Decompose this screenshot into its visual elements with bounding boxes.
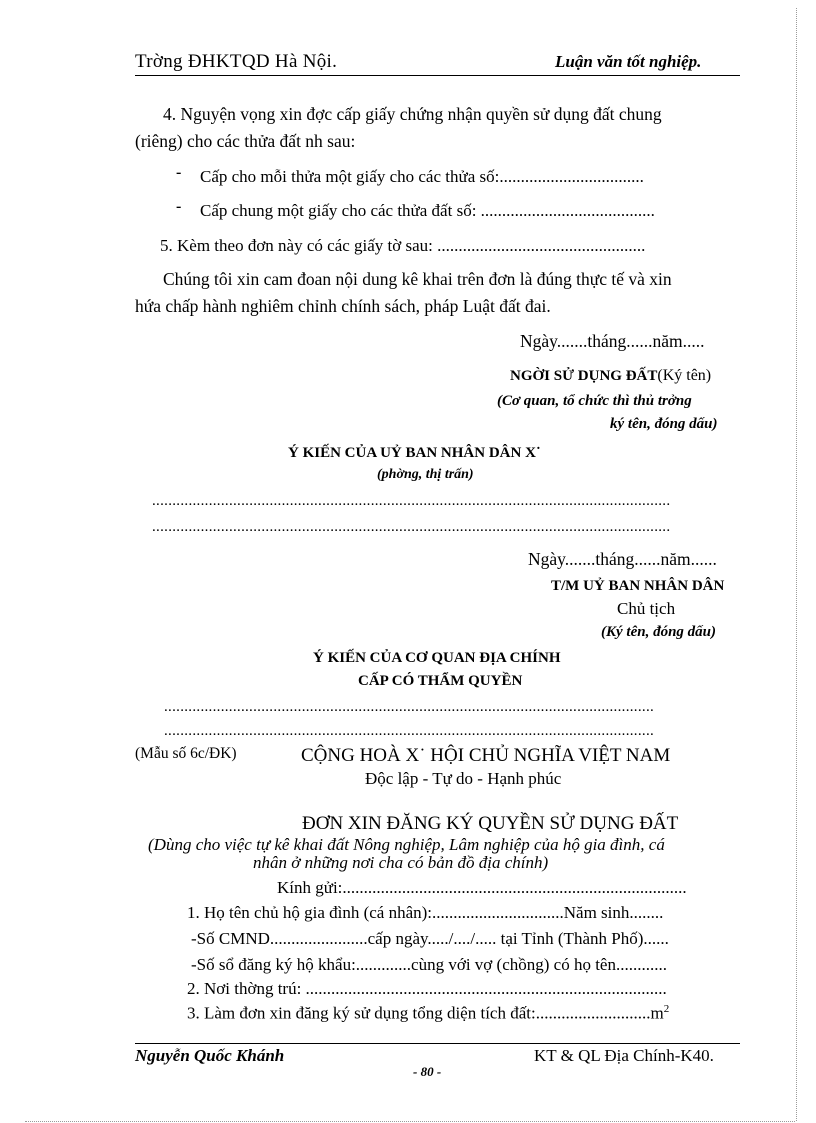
form-title: ĐƠN XIN ĐĂNG KÝ QUYỀN SỬ DỤNG ĐẤT [302, 813, 679, 834]
applicant-signature [510, 367, 711, 385]
form-code: (Mẫu số 6c/ĐK) [135, 745, 237, 762]
bullet-b-text: Cấp chung một giấy cho các thửa đất số: ......................................... [200, 201, 655, 220]
applicant-note2: ký tên, đóng dấu) [610, 416, 718, 432]
header-thesis: Luận văn tốt nghiệp. [555, 52, 702, 71]
cadastral-title1: Ý KIẾN CỦA CƠ QUAN ĐỊA CHÍNH [313, 650, 561, 666]
form-field-household-book: -Số sổ đăng ký hộ khẩu:.............cùng với vợ (chồng) có họ tên............ [191, 955, 667, 974]
commune-role: Chủ tịch [617, 599, 676, 618]
page-number: - 80 - [413, 1064, 442, 1079]
cadastral-line2: ......................................................................................................................... [164, 723, 655, 739]
bullet-a-text: Cấp cho mỗi thửa một giấy cho các thửa số:.................................. [200, 167, 644, 186]
page-edge-bottom [25, 1121, 795, 1122]
commune-org: T/M UỶ BAN NHÂN DÂN [551, 578, 725, 594]
commune-opinion-line1: ................................................................................................................................ [152, 493, 671, 509]
header-school: Trờng ĐHKTQD Hà Nội. [135, 51, 338, 72]
commune-opinion-subtitle: (phờng, thị trấn) [377, 467, 474, 482]
form-usage-line1: (Dùng cho việc tự kê khai đất Nông nghiệp, Lâm nghiệp của hộ gia đình, cá [148, 835, 665, 854]
square-unit: 2 [663, 1003, 670, 1015]
footer-author: Nguyễn Quốc Khánh [135, 1046, 285, 1065]
form-usage-line2: nhân ở những nơi cha có bản đồ địa chính) [253, 853, 549, 872]
header-rule [135, 75, 740, 76]
cadastral-line1: ......................................................................................................................... [164, 699, 655, 715]
footer-dept: KT & QL Địa Chính-K40. [534, 1046, 714, 1065]
commune-note: (Ký tên, đóng dấu) [601, 624, 717, 640]
form-motto: Độc lập - Tự do - Hạnh phúc [365, 769, 562, 788]
item5-text: 5. Kèm theo đơn này có các giấy tờ sau: ................................................. [160, 236, 646, 255]
applicant-sign-note: (Ký tên) [657, 367, 712, 384]
footer-rule [135, 1043, 740, 1044]
form-field-area-label: 3. Làm đơn xin đăng ký sử dụng tổng diện tích đất:...........................m [187, 1003, 664, 1023]
form-recipient: Kính gửi:................................................................................. [277, 878, 687, 897]
commune-date: Ngày.......tháng......năm...... [528, 549, 717, 569]
pledge-line2: hứa chấp hành nghiêm chỉnh chính sách, pháp Luật đất đai. [135, 296, 551, 316]
form-field-householder: 1. Họ tên chủ hộ gia đình (cá nhân):...............................Năm sinh........ [187, 903, 664, 922]
applicant-note1: (Cơ quan, tổ chức thì thủ trởng [497, 393, 692, 409]
form-nation: CỘNG HOÀ X˙ HỘI CHỦ NGHĨA VIỆT NAM [301, 745, 671, 766]
cadastral-title2: CẤP CÓ THẨM QUYỀN [358, 673, 523, 689]
applicant-date: Ngày.......tháng......năm..... [520, 331, 705, 351]
applicant-label: NGỜI SỬ DỤNG ĐẤT [510, 368, 658, 384]
commune-opinion-title: Ý KIẾN CỦA UỶ BAN NHÂN DÂN X˙ [288, 445, 541, 461]
commune-opinion-line2: ................................................................................................................................ [152, 519, 671, 535]
page-edge-right [796, 8, 797, 1121]
form-field-area [187, 1003, 669, 1024]
form-field-id: -Số CMND.......................cấp ngày...../..../..... tại Tỉnh (Thành Phố)...... [191, 929, 669, 948]
form-field-residence: 2. Nơi thờng trú: ..................................................................................... [187, 979, 667, 998]
item4-line2: (riêng) cho các thửa đất nh sau: [135, 131, 356, 151]
pledge-line1: Chúng tôi xin cam đoan nội dung kê khai trên đơn là đúng thực tế và xin [163, 269, 672, 289]
bullet-a-marker: - [176, 164, 182, 181]
bullet-b-marker: - [176, 198, 182, 215]
item4-line1: 4. Nguyện vọng xin đợc cấp giấy chứng nhận quyền sử dụng đất chung [163, 104, 662, 124]
